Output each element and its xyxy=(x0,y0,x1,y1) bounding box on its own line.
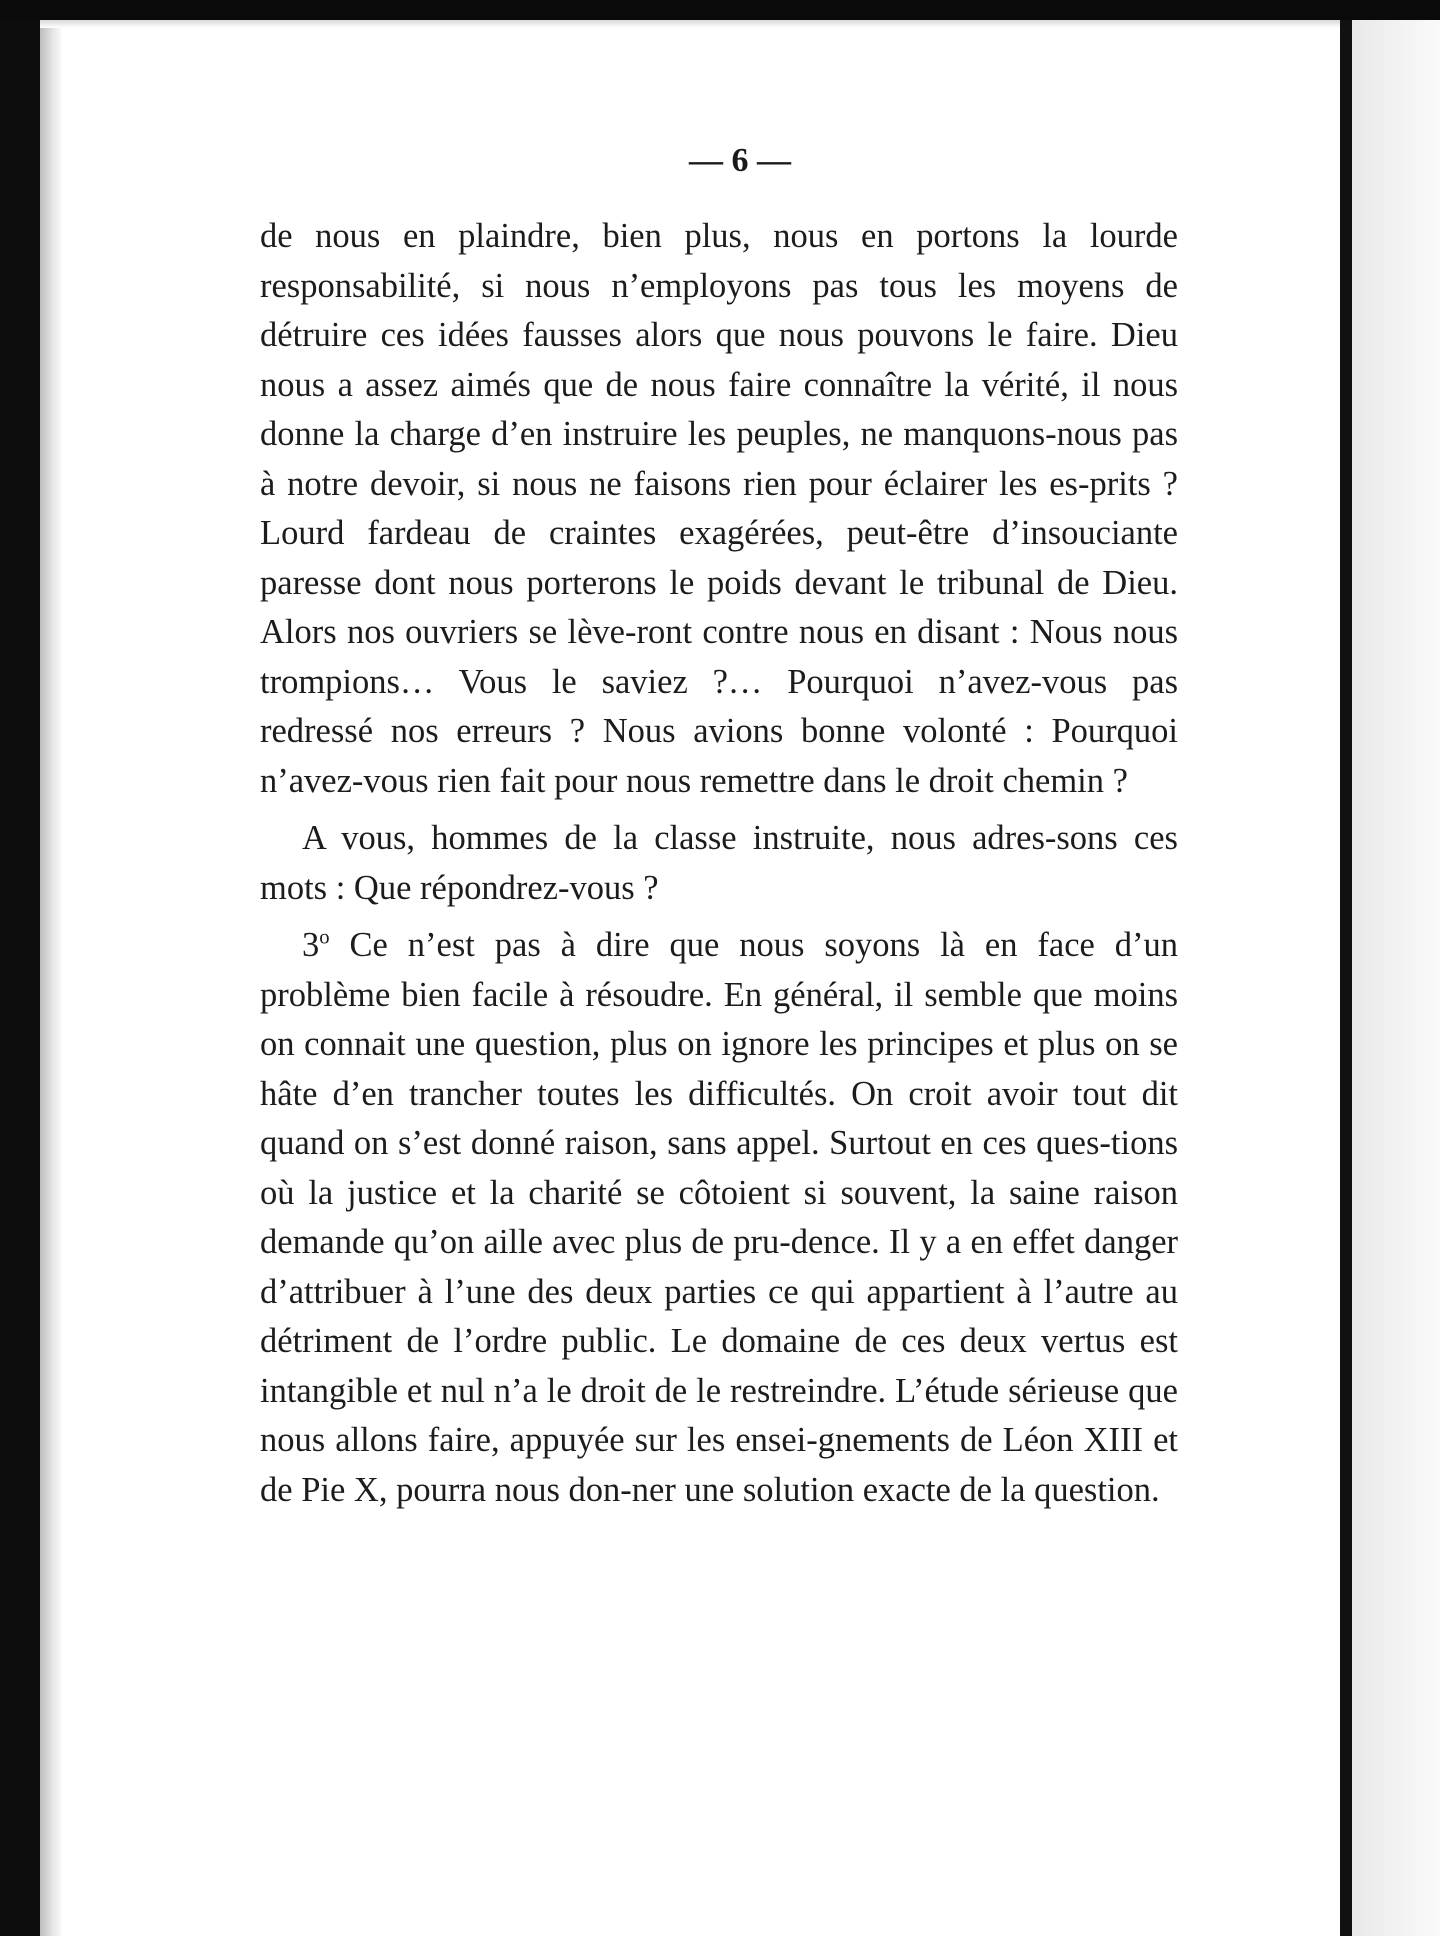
page-gutter xyxy=(1340,20,1352,1936)
page-top-shadow xyxy=(40,20,1340,28)
paragraph-3-text: Ce n’est pas à dire que nous soyons là en face d’un problème bien facile à résoudre. En général, il semble que moins on connait une question, plus on ignore les principes et plus on se hâte d’en trancher toutes les difficultés. On croit avoir tout dit quand on s’est donné raison, sans appel. Surtout en ces ques-tions où la justice et la charité se côtoient si souvent, la saine raison demande qu’on aille avec plus de pru-dence. Il y a en effet danger d’attribuer à l’une des deux parties ce qui appartient à l’autre au détriment de l’ordre public. Le domaine de ces deux vertus est intangible et nul n’a le droit de le restreindre. L’étude sérieuse que nous allons faire, appuyée sur les ensei-gnements de Léon XIII et de Pie X, pourra nous don-ner une solution exacte de la question. xyxy=(260,926,1178,1509)
paragraph-3 xyxy=(260,921,1178,1515)
paragraph-1: de nous en plaindre, bien plus, nous en portons la lourde responsabilité, si nous n’employons pas tous les moyens de détruire ces idées fausses alors que nous pouvons le faire. Dieu nous a assez aimés que de nous faire connaître la vérité, il nous donne la charge d’en instruire les peuples, ne manquons-nous pas à notre devoir, si nous ne faisons rien pour éclairer les es-prits ? Lourd fardeau de craintes exagérées, peut-être d’insouciante paresse dont nous porterons le poids devant le tribunal de Dieu. Alors nos ouvriers se lève-ront contre nous en disant : Nous nous trompions… Vous le saviez ?… Pourquoi n’avez-vous pas redressé nos erreurs ? Nous avions bonne volonté : Pourquoi n’avez-vous rien fait pour nous remettre dans le droit chemin ? xyxy=(260,217,1178,800)
page-number: — 6 — xyxy=(689,142,791,179)
paragraph-3-ordinal-sup: o xyxy=(319,926,330,949)
paragraph-2: A vous, hommes de la classe instruite, nous adres-sons ces mots : Que répondrez-vous ? xyxy=(260,819,1178,907)
body-text xyxy=(260,212,1178,1523)
page-binding-edge xyxy=(40,20,62,1936)
scan-top-border xyxy=(0,0,1440,20)
facing-page-edge xyxy=(1352,20,1440,1936)
paragraph-3-ordinal: 3 xyxy=(302,926,320,964)
